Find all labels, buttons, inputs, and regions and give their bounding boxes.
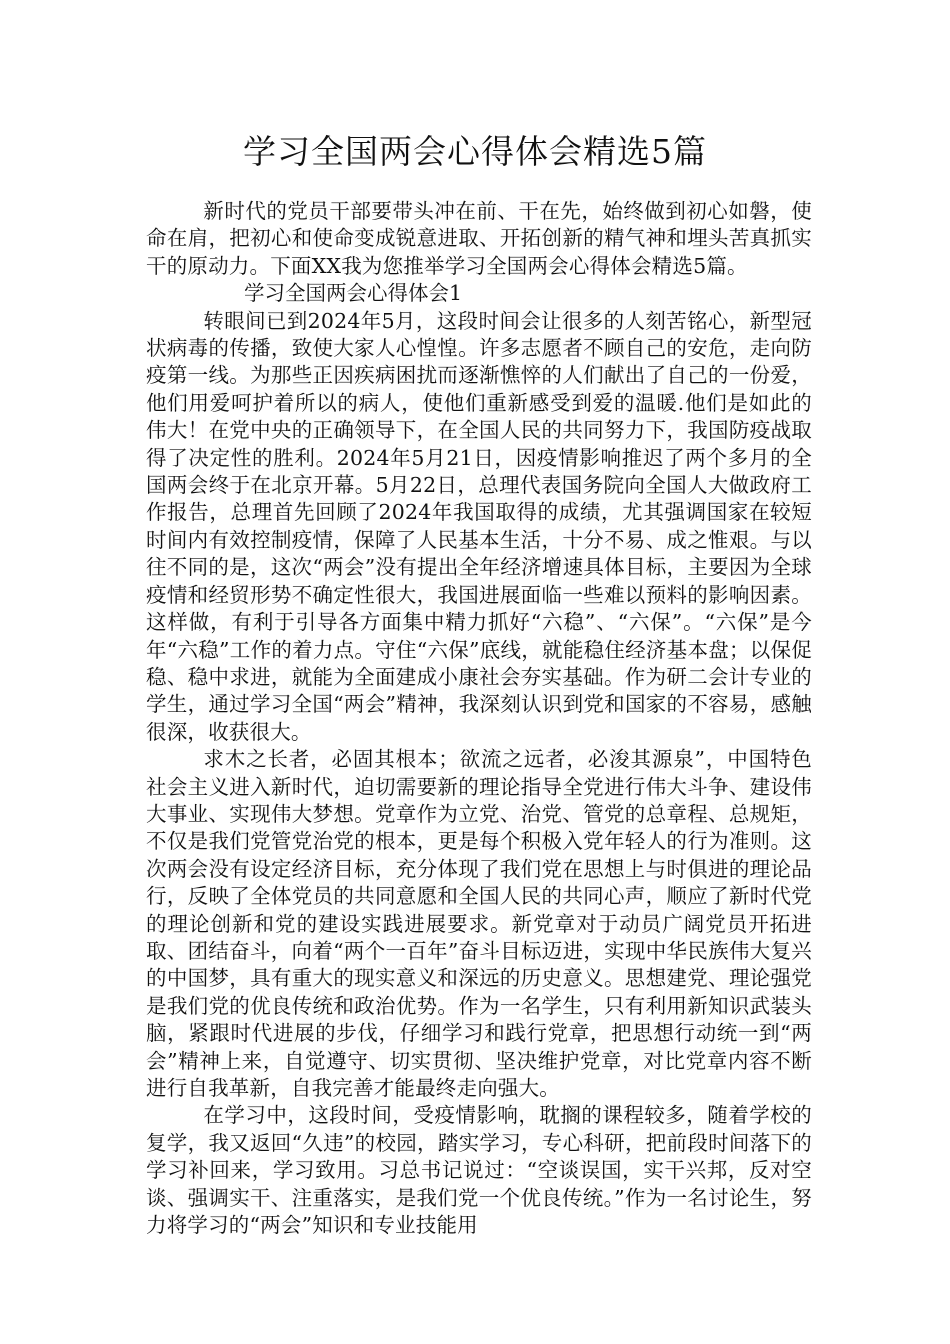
document-body — [146, 198, 812, 1239]
intro-paragraph: 新时代的党员干部要带头冲在前、干在先，始终做到初心如磐，使命在肩，把初心和使命变成锐意进取、开拓创新的精气神和埋头苦真抓实干的原动力。下面XX我为您推举学习全国两会心得体会精选5篇。 — [146, 199, 812, 278]
document-title: 学习全国两会心得体会精选5篇 — [243, 132, 707, 171]
body-paragraph-1: 转眼间已到2024年5月，这段时间会让很多的人刻苦铭心，新型冠状病毒的传播，致使大家人心惶惶。许多志愿者不顾自己的安危，走向防疫第一线。为那些正因疾病困扰而逐渐憔悴的人们献出了自己的一份爱，他们用爱呵护着所以的病人，使他们重新感受到爱的温暖.他们是如此的伟大！在党中央的正确领导下，在全国人民的共同努力下，我国防疫战取得了决定性的胜利。2024年5月21日，因疫情影响推迟了两个多月的全国两会终于在北京开幕。5月22日，总理代表国务院向全国人大做政府工作报告，总理首先回顾了2024年我国取得的成绩，尤其强调国家在较短时间内有效控制疫情，保障了人民基本生活，十分不易、成之惟艰。与以往不同的是，这次“两会”没有提出全年经济增速具体目标，主要因为全球疫情和经贸形势不确定性很大，我国进展面临一些难以预料的影响因素。这样做，有利于引导各方面集中精力抓好“六稳”、“六保”。“六保”是今年“六稳”工作的着力点。守住“六保”底线，就能稳住经济基本盘；以保促稳、稳中求进，就能为全面建成小康社会夯实基础。作为研二会计专业的学生，通过学习全国“两会”精神，我深刻认识到党和国家的不容易，感触很深，收获很大。 — [146, 308, 812, 744]
body-paragraph-2: 求木之长者，必固其根本；欲流之远者，必浚其源泉”，中国特色社会主义进入新时代，迫切需要新的理论指导全党进行伟大斗争、建设伟大事业、实现伟大梦想。党章作为立党、治党、管党的总章程、总规矩，不仅是我们党管党治党的根本，更是每个积极入党年轻人的行为准则。这次两会没有设定经济目标，充分体现了我们党在思想上与时俱进的理论品行，反映了全体党员的共同意愿和全国人民的共同心声，顺应了新时代党的理论创新和党的建设实践进展要求。新党章对于动员广阔党员开拓进取、团结奋斗，向着“两个一百年”奋斗目标迈进，实现中华民族伟大复兴的中国梦，具有重大的现实意义和深远的历史意义。思想建党、理论强党是我们党的优良传统和政治优势。作为一名学生，只有利用新知识武装头脑，紧跟时代进展的步伐，仔细学习和践行党章，把思想行动统一到“两会”精神上来，自觉遵守、切实贯彻、坚决维护党章，对比党章内容不断进行自我革新，自我完善才能最终走向强大。 — [146, 747, 812, 1100]
section-heading: 学习全国两会心得体会1 — [244, 281, 463, 306]
body-paragraph-3: 在学习中，这段时间，受疫情影响，耽搁的课程较多，随着学校的复学，我又返回“久违”的校园，踏实学习，专心科研，把前段时间落下的学习补回来，学习致用。习总书记说过：“空谈误国，实干兴邦，反对空谈、强调实干、注重落实，是我们党一个优良传统。”作为一名讨论生，努力将学习的“两会”知识和专业技能用 — [146, 1103, 812, 1238]
